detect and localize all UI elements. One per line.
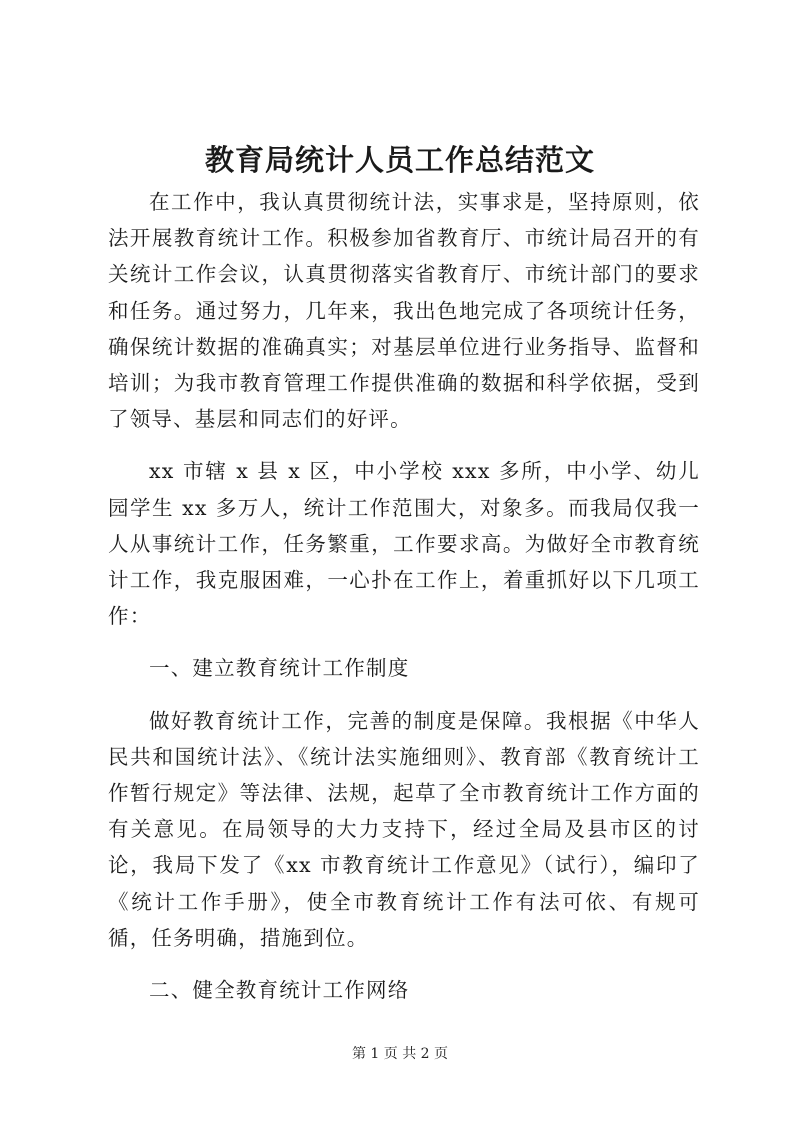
document-title: 教育局统计人员工作总结范文: [204, 143, 595, 177]
paragraph-system: 做好教育统计工作，完善的制度是保障。我根据《中华人民共和国统计法》、《统计法实施细则》、教育部《教育统计工作暂行规定》等法律、法规，起草了全市教育统计工作方面的有关意见。在局领导的大力支持下，经过全局及县市区的讨论，我局下发了《xx 市教育统计工作意见》（试行），编印了《统计工作手册》，使全市教育统计工作有法可依、有规可循，任务明确，措施到位。: [108, 708, 700, 950]
document-body: [108, 184, 700, 1008]
paragraph-intro: 在工作中，我认真贯彻统计法，实事求是，坚持原则，依法开展教育统计工作。积极参加省教育厅、市统计局召开的有关统计工作会议，认真贯彻落实省教育厅、市统计部门的要求和任务。通过努力，几年来，我出色地完成了各项统计任务，确保统计数据的准确真实；对基层单位进行业务指导、监督和培训；为我市教育管理工作提供准确的数据和科学依据，受到了领导、基层和同志们的好评。: [108, 190, 700, 432]
paragraph-scope: xx 市辖 x 县 x 区，中小学校 xxx 多所，中小学、幼儿园学生 xx 多万人，统计工作范围大，对象多。而我局仅我一人从事统计工作，任务繁重，工作要求高。为做好全市教育统计工作，我克服困难，一心扑在工作上，着重抓好以下几项工作：: [108, 459, 700, 629]
section-heading-1: 一、建立教育统计工作制度: [149, 656, 410, 681]
section-heading-2: 二、健全教育统计工作网络: [149, 978, 410, 1003]
page-number: 第 1 页 共 2 页: [351, 1046, 449, 1062]
